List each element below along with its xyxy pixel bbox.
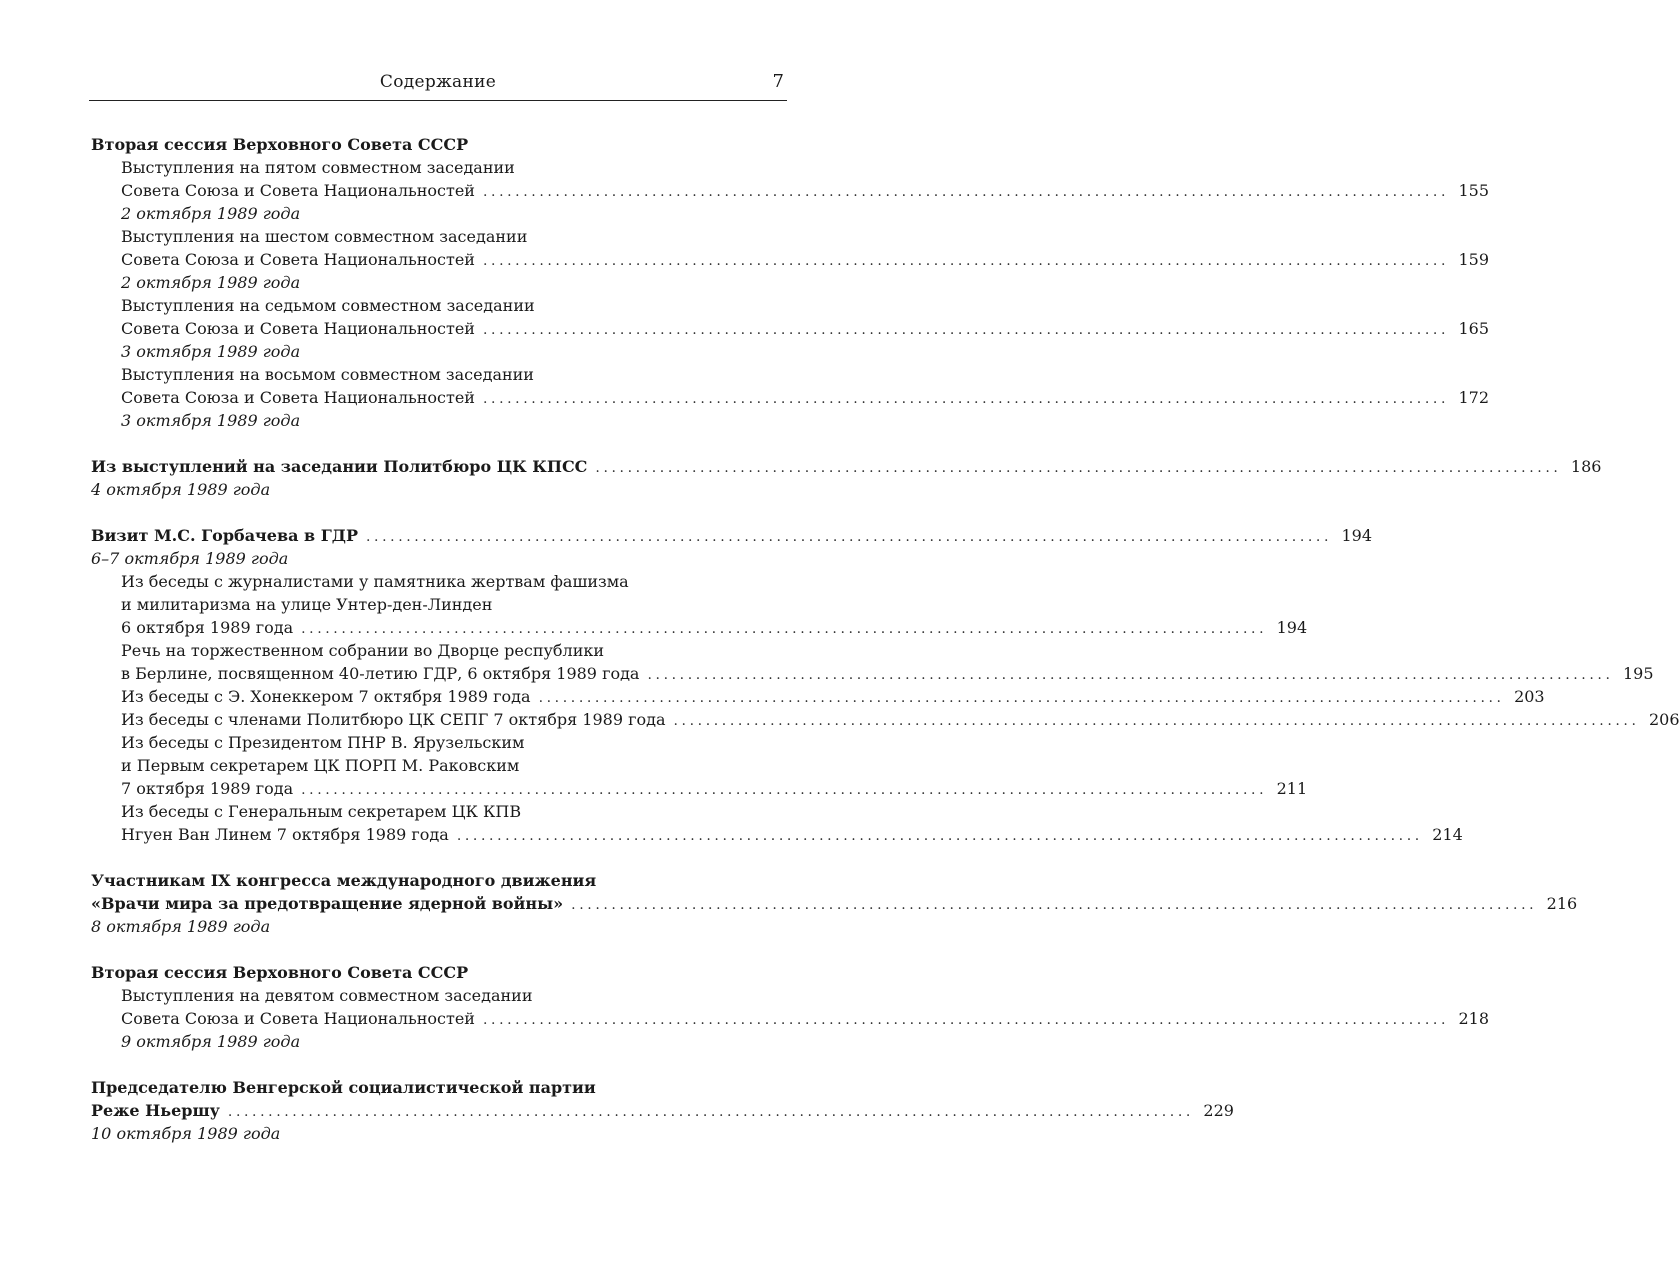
toc-date [91, 409, 729, 432]
toc-entry-text: Совета Союза и Совета Национальностей [121, 181, 475, 200]
toc-page-number: 206 [1648, 710, 1680, 729]
toc-entry[interactable] [91, 708, 1680, 731]
toc-date [91, 547, 729, 570]
toc-heading [91, 869, 729, 892]
toc-page-number: 194 [1341, 526, 1373, 545]
toc-heading [91, 1076, 729, 1099]
toc-entry-text: Участникам IX конгресса международного движения [91, 871, 597, 890]
toc-page-number: 195 [1622, 664, 1654, 683]
toc-page-number: 165 [1458, 319, 1489, 338]
toc-section [91, 961, 1489, 1053]
toc-entry-text: Нгуен Ван Линем 7 октября 1989 года [121, 825, 449, 844]
toc-entry-text: и Первым секретарем ЦК ПОРП М. Раковским [121, 756, 520, 775]
toc-heading[interactable] [91, 524, 1373, 547]
toc-entry[interactable] [91, 823, 1463, 846]
toc-page-number: 186 [1570, 457, 1602, 476]
toc-entry-text: 8 октября 1989 года [91, 917, 271, 936]
toc-entry-text: Выступления на восьмом совместном заседании [121, 365, 534, 384]
toc-entry[interactable] [91, 386, 1489, 409]
dot-leader: ........................................................................................................................ [482, 1012, 1449, 1028]
toc-date [91, 1030, 729, 1053]
dot-leader: ........................................................................................................................ [482, 391, 1449, 407]
toc-entry-text: 6–7 октября 1989 года [91, 549, 289, 568]
toc-page-number: 155 [1458, 181, 1489, 200]
toc-heading[interactable] [91, 892, 1578, 915]
dot-leader: ........................................................................................................................ [595, 460, 1562, 476]
dot-leader: ........................................................................................................................ [366, 529, 1333, 545]
toc-entry-text: 6 октября 1989 года [121, 618, 294, 637]
toc-entry-text: Из выступлений на заседании Политбюро ЦК КПСС [91, 457, 588, 476]
dot-leader: ........................................................................................................................ [456, 828, 1423, 844]
toc-section [91, 455, 1602, 501]
dot-leader: ........................................................................................................................ [482, 322, 1449, 338]
toc-entry [91, 800, 729, 823]
toc-heading [91, 133, 729, 156]
toc-date [91, 340, 729, 363]
toc-entry [91, 363, 729, 386]
toc-date [91, 915, 729, 938]
running-header [89, 70, 787, 101]
toc-page-number: 211 [1276, 779, 1308, 798]
toc-heading[interactable] [91, 1099, 1234, 1122]
toc-entry-text: в Берлине, посвященном 40-летию ГДР, 6 октября 1989 года [121, 664, 640, 683]
toc-entry-text: Речь на торжественном собрании во Дворце республики [121, 641, 605, 660]
toc-entry [91, 156, 729, 179]
toc-entry[interactable] [91, 1007, 1489, 1030]
toc-entry-text: 3 октября 1989 года [121, 411, 301, 430]
toc-page-number: 214 [1432, 825, 1463, 844]
toc-entry [91, 593, 729, 616]
toc-entry-text: «Врачи мира за предотвращение ядерной войны» [91, 894, 564, 913]
toc-entry-text: Выступления на шестом совместном заседании [121, 227, 528, 246]
toc-date [91, 271, 729, 294]
toc-page-number: 218 [1458, 1009, 1489, 1028]
toc-entry-text: Совета Союза и Совета Национальностей [121, 1009, 475, 1028]
toc-section [91, 1076, 1234, 1145]
toc-entry-text: Вторая сессия Верховного Совета СССР [91, 963, 469, 982]
toc-entry-text: Из беседы с Генеральным секретарем ЦК КПВ [121, 802, 522, 821]
dot-leader: ........................................................................................................................ [482, 253, 1449, 269]
dot-leader: ........................................................................................................................ [301, 782, 1268, 798]
toc-page-number: 203 [1514, 687, 1545, 706]
toc-entry-text: Вторая сессия Верховного Совета СССР [91, 135, 469, 154]
toc-entry-text: Выступления на пятом совместном заседании [121, 158, 515, 177]
toc-entry-text: Выступления на седьмом совместном заседании [121, 296, 535, 315]
toc-entry-text: 3 октября 1989 года [121, 342, 301, 361]
toc-entry [91, 731, 729, 754]
toc-entry-text: 10 октября 1989 года [91, 1124, 281, 1143]
page-number: 7 [772, 71, 784, 92]
toc-section [91, 133, 1489, 432]
dot-leader: ........................................................................................................................ [301, 621, 1268, 637]
toc-entry [91, 754, 729, 777]
toc-entry-text: 2 октября 1989 года [121, 273, 301, 292]
toc-section [91, 524, 1680, 846]
toc-entry-text: Выступления на девятом совместном заседании [121, 986, 533, 1005]
toc-entry[interactable] [91, 777, 1308, 800]
dot-leader: ........................................................................................................................ [482, 184, 1449, 200]
dot-leader: ........................................................................................................................ [538, 690, 1505, 706]
toc-date [91, 1122, 729, 1145]
toc-entry-text: Председателю Венгерской социалистической партии [91, 1078, 596, 1097]
toc-entry-text: Совета Союза и Совета Национальностей [121, 319, 475, 338]
table-of-contents [91, 133, 1680, 1168]
toc-entry [91, 639, 729, 662]
toc-heading[interactable] [91, 455, 1602, 478]
toc-date [91, 478, 729, 501]
running-header-title: Содержание [379, 72, 497, 92]
toc-entry-text: Совета Союза и Совета Национальностей [121, 388, 475, 407]
toc-entry-text: 7 октября 1989 года [121, 779, 294, 798]
toc-entry[interactable] [91, 662, 1654, 685]
toc-heading [91, 961, 729, 984]
dot-leader: ........................................................................................................................ [571, 897, 1538, 913]
toc-entry-text: Из беседы с журналистами у памятника жертвам фашизма [121, 572, 629, 591]
toc-entry[interactable] [91, 179, 1489, 202]
toc-entry [91, 984, 729, 1007]
dot-leader: ........................................................................................................................ [227, 1104, 1194, 1120]
toc-entry-text: 2 октября 1989 года [121, 204, 301, 223]
toc-entry [91, 294, 729, 317]
toc-entry-text: Из беседы с членами Политбюро ЦК СЕПГ 7 октября 1989 года [121, 710, 666, 729]
toc-entry[interactable] [91, 685, 1545, 708]
toc-entry-text: Из беседы с Э. Хонеккером 7 октября 1989 года [121, 687, 531, 706]
toc-entry-text: 9 октября 1989 года [121, 1032, 301, 1051]
toc-entry[interactable] [91, 317, 1489, 340]
toc-entry[interactable] [91, 248, 1489, 271]
toc-entry-text: Из беседы с Президентом ПНР В. Ярузельским [121, 733, 525, 752]
toc-entry-text: и милитаризма на улице Унтер-ден-Линден [121, 595, 493, 614]
dot-leader: ........................................................................................................................ [647, 667, 1614, 683]
toc-page-number: 194 [1276, 618, 1308, 637]
toc-entry[interactable] [91, 616, 1308, 639]
toc-section [91, 869, 1578, 938]
toc-page-number: 216 [1546, 894, 1578, 913]
toc-entry [91, 570, 729, 593]
dot-leader: ........................................................................................................................ [673, 713, 1640, 729]
toc-entry-text: Совета Союза и Совета Национальностей [121, 250, 475, 269]
toc-page-number: 159 [1458, 250, 1489, 269]
toc-page-number: 172 [1458, 388, 1489, 407]
toc-entry-text: Реже Ньершу [91, 1101, 220, 1120]
toc-entry [91, 225, 729, 248]
toc-page-number: 229 [1203, 1101, 1234, 1120]
toc-entry-text: Визит М.С. Горбачева в ГДР [91, 526, 358, 545]
toc-date [91, 202, 729, 225]
toc-entry-text: 4 октября 1989 года [91, 480, 271, 499]
